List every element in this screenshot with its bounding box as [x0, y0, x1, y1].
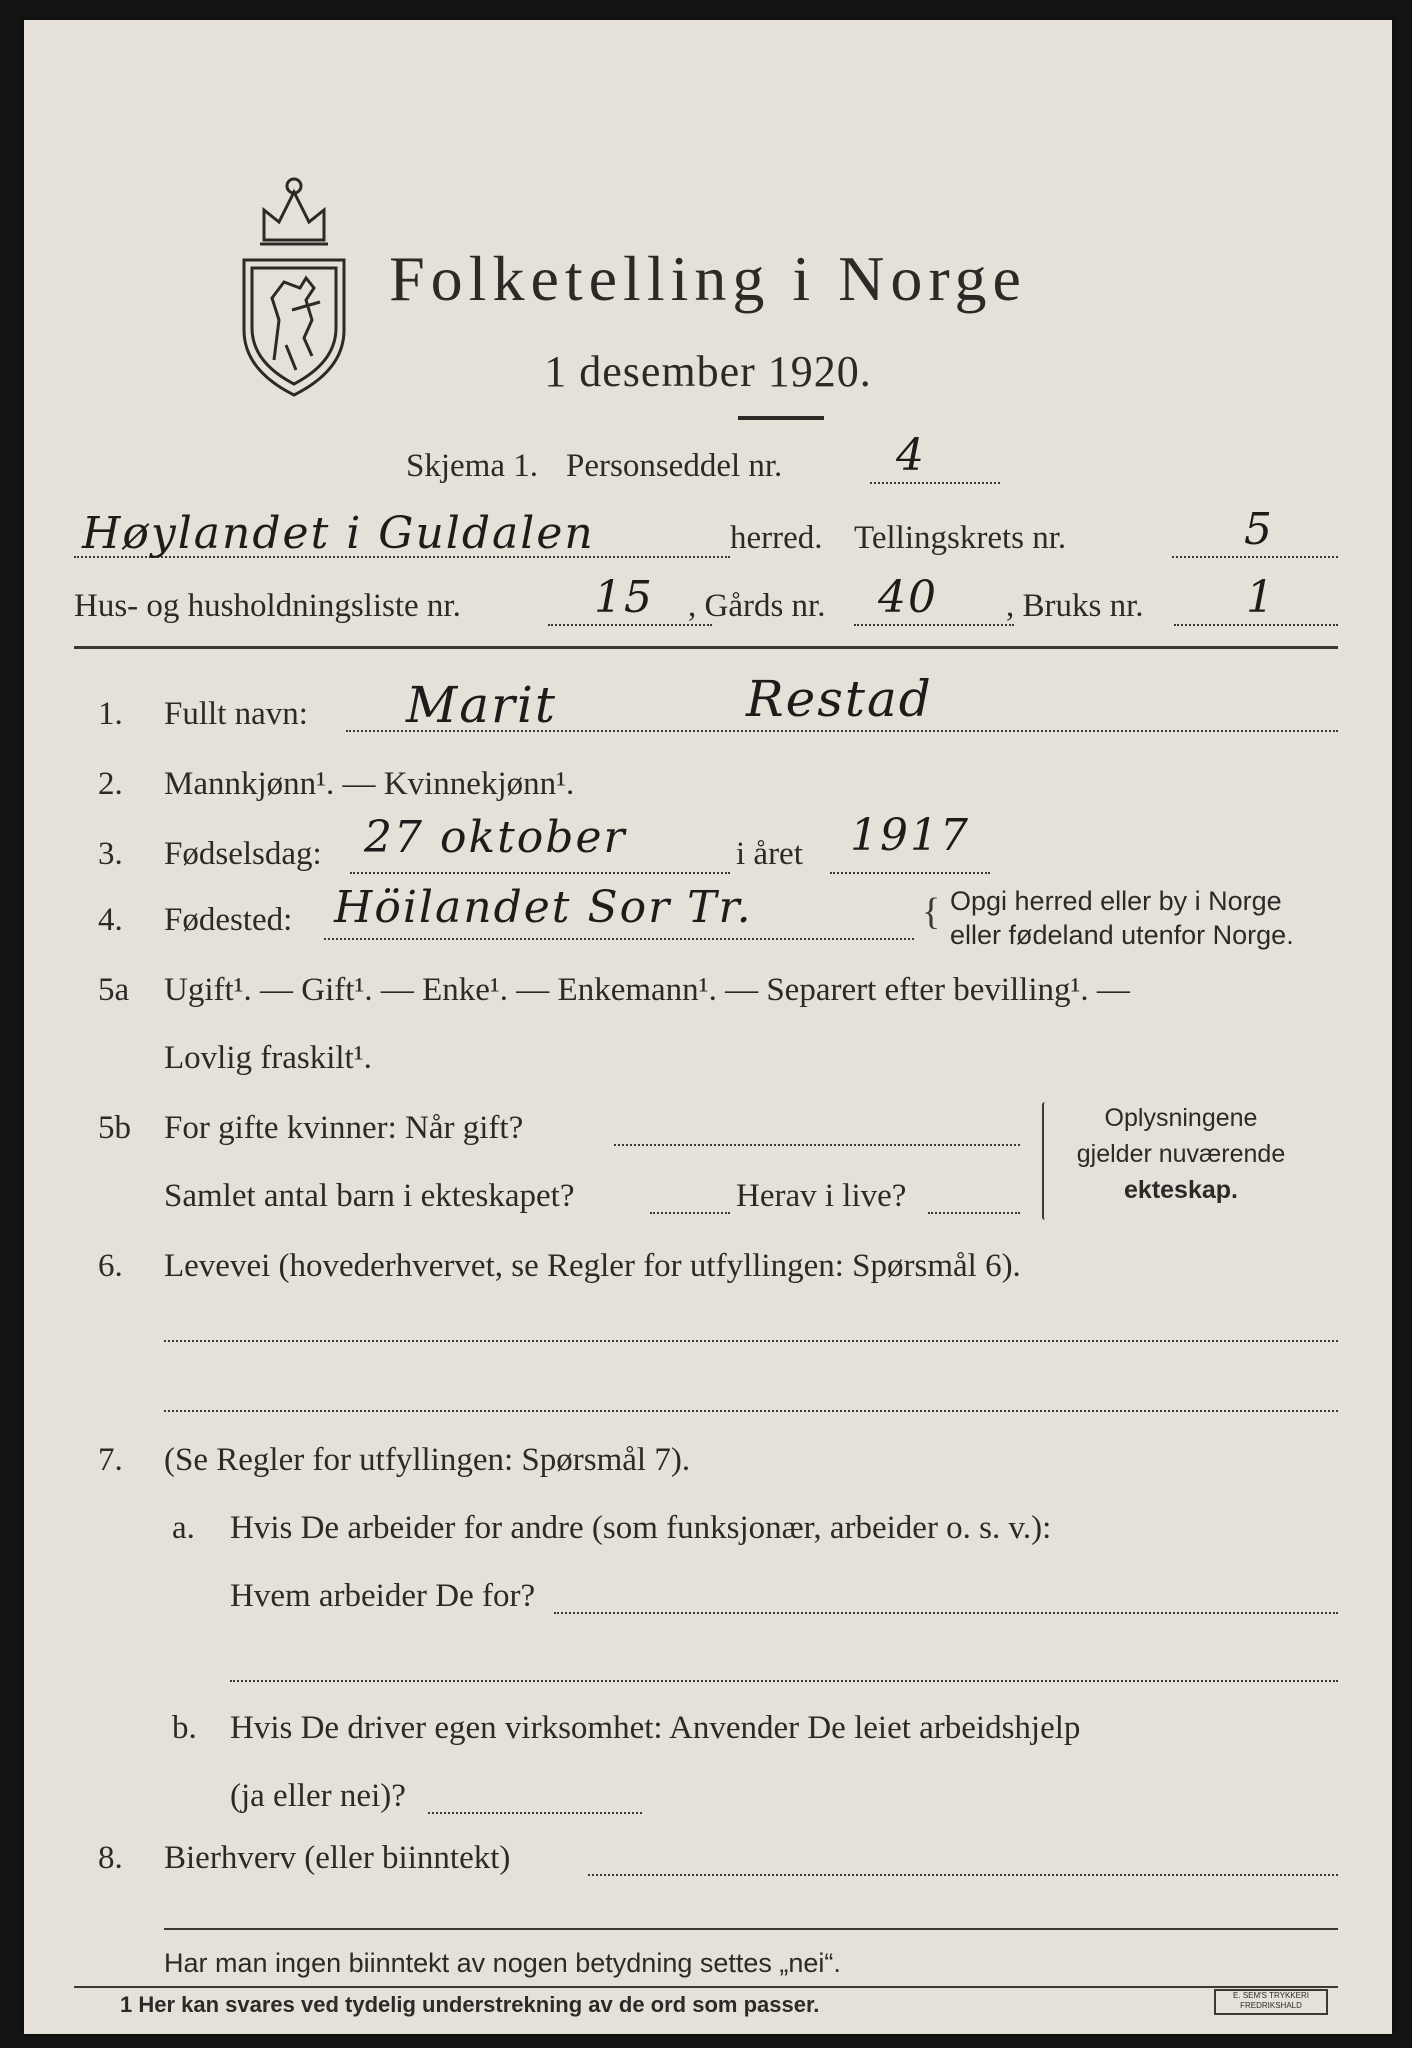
- q5a-number: 5a: [98, 972, 130, 1008]
- q5b-note-line2: gjelder nuværende: [1076, 1140, 1286, 1168]
- personseddel-line: [870, 482, 1000, 484]
- q3-year-line: [830, 872, 990, 874]
- q7a-line2: [230, 1680, 1338, 1682]
- bruks-label: , Bruks nr.: [1006, 588, 1144, 624]
- tellingskrets-label: Tellingskrets nr.: [854, 520, 1067, 556]
- q7b-line: [428, 1812, 642, 1814]
- footer-rule: [74, 1986, 1338, 1988]
- gards-label: , Gårds nr.: [688, 588, 826, 624]
- q4-line: [324, 938, 914, 940]
- form-title: Folketelling i Norge: [389, 243, 1027, 314]
- q7a-text2: Hvem arbeider De for?: [230, 1578, 536, 1614]
- q7a-text: Hvis De arbeider for andre (som funksjonær, arbeider o. s. v.):: [230, 1510, 1052, 1546]
- q3-year-value: 1917: [850, 810, 970, 861]
- q3-date-line: [350, 872, 730, 874]
- q1-label: Fullt navn:: [164, 696, 308, 732]
- hus-label: Hus- og husholdningsliste nr.: [74, 588, 461, 624]
- q5b-married-line: [614, 1144, 1020, 1146]
- q3-date-value: 27 oktober: [364, 812, 627, 863]
- q5a-text2: Lovlig fraskilt¹.: [164, 1040, 372, 1076]
- footnote: 1 Her kan svares ved tydelig understrekning av de ord som passer.: [120, 1992, 820, 2017]
- q5b-note-line1: Oplysningene: [1104, 1104, 1258, 1132]
- q4-note-line1: Opgi herred eller by i Norge: [950, 886, 1282, 916]
- personseddel-label: Personseddel nr.: [566, 448, 783, 484]
- q5a-text: Ugift¹. — Gift¹. — Enke¹. — Enkemann¹. — Separert efter bevilling¹. —: [164, 972, 1130, 1008]
- form-subtitle: 1 desember 1920.: [544, 347, 872, 396]
- q7-text: (Se Regler for utfyllingen: Spørsmål 7).: [164, 1442, 691, 1478]
- q7b-text2: (ja eller nei)?: [230, 1778, 406, 1814]
- q4-label: Fødested:: [164, 902, 293, 938]
- footer-note: Har man ingen biinntekt av nogen betydning settes „nei“.: [164, 1948, 841, 1978]
- q5b-number: 5b: [98, 1110, 131, 1146]
- q4-value: Höilandet Sor Tr.: [334, 882, 753, 933]
- herred-label: herred.: [730, 520, 823, 556]
- tellingskrets-line: [1172, 556, 1338, 558]
- gards-value: 40: [878, 572, 938, 623]
- q3-year-label: i året: [736, 836, 803, 872]
- personseddel-value: 4: [896, 430, 926, 481]
- q2-number: 2.: [98, 766, 123, 802]
- q5b-bracket: [1042, 1102, 1048, 1220]
- skjema-label: Skjema 1.: [406, 448, 538, 484]
- bruks-value: 1: [1246, 572, 1276, 623]
- q7b-text: Hvis De driver egen virksomhet: Anvender De leiet arbeidshjelp: [230, 1710, 1081, 1746]
- census-form-page: [24, 20, 1392, 2034]
- herred-value: Høylandet i Guldalen: [82, 508, 595, 559]
- q2-text: Mannkjønn¹. — Kvinnekjønn¹.: [164, 766, 575, 802]
- gards-line: [854, 624, 1014, 626]
- tellingskrets-value: 5: [1244, 504, 1274, 555]
- q3-number: 3.: [98, 836, 123, 872]
- q4-brace: {: [922, 891, 941, 933]
- title-divider: [738, 416, 824, 420]
- q8-number: 8.: [98, 1840, 123, 1876]
- q1-number: 1.: [98, 696, 123, 732]
- q8-line1: [588, 1874, 1338, 1876]
- q4-number: 4.: [98, 902, 123, 938]
- q4-note-line2: eller fødeland utenfor Norge.: [950, 920, 1294, 950]
- q3-label: Fødselsdag:: [164, 836, 322, 872]
- q5b-label1: For gifte kvinner: Når gift?: [164, 1110, 524, 1146]
- q5b-alive-line: [928, 1212, 1020, 1214]
- q6-line1: [164, 1340, 1338, 1342]
- q5b-note-line3: ekteskap.: [1124, 1176, 1238, 1204]
- hus-value: 15: [594, 572, 654, 623]
- q8-text: Bierhverv (eller biinntekt): [164, 1840, 511, 1876]
- q7b-number: b.: [172, 1710, 197, 1746]
- q1-first-name: Marit: [406, 676, 557, 734]
- q5b-children-line: [650, 1212, 730, 1214]
- q6-text: Levevei (hovederhvervet, se Regler for utfyllingen: Spørsmål 6).: [164, 1248, 1021, 1284]
- q7a-line1: [554, 1612, 1338, 1614]
- header-rule: [74, 646, 1338, 649]
- q7-number: 7.: [98, 1442, 123, 1478]
- printer-stamp: E. SEM'S TRYKKERI FREDRIKSHALD: [1214, 1989, 1328, 2015]
- bruks-line: [1174, 624, 1338, 626]
- q5b-label2: Samlet antal barn i ekteskapet?: [164, 1178, 575, 1214]
- q6-number: 6.: [98, 1248, 123, 1284]
- q8-rule: [164, 1928, 1338, 1930]
- q7a-number: a.: [172, 1510, 195, 1546]
- q1-last-name: Restad: [746, 670, 933, 728]
- q6-line2: [164, 1410, 1338, 1412]
- q5b-label3: Herav i live?: [736, 1178, 907, 1214]
